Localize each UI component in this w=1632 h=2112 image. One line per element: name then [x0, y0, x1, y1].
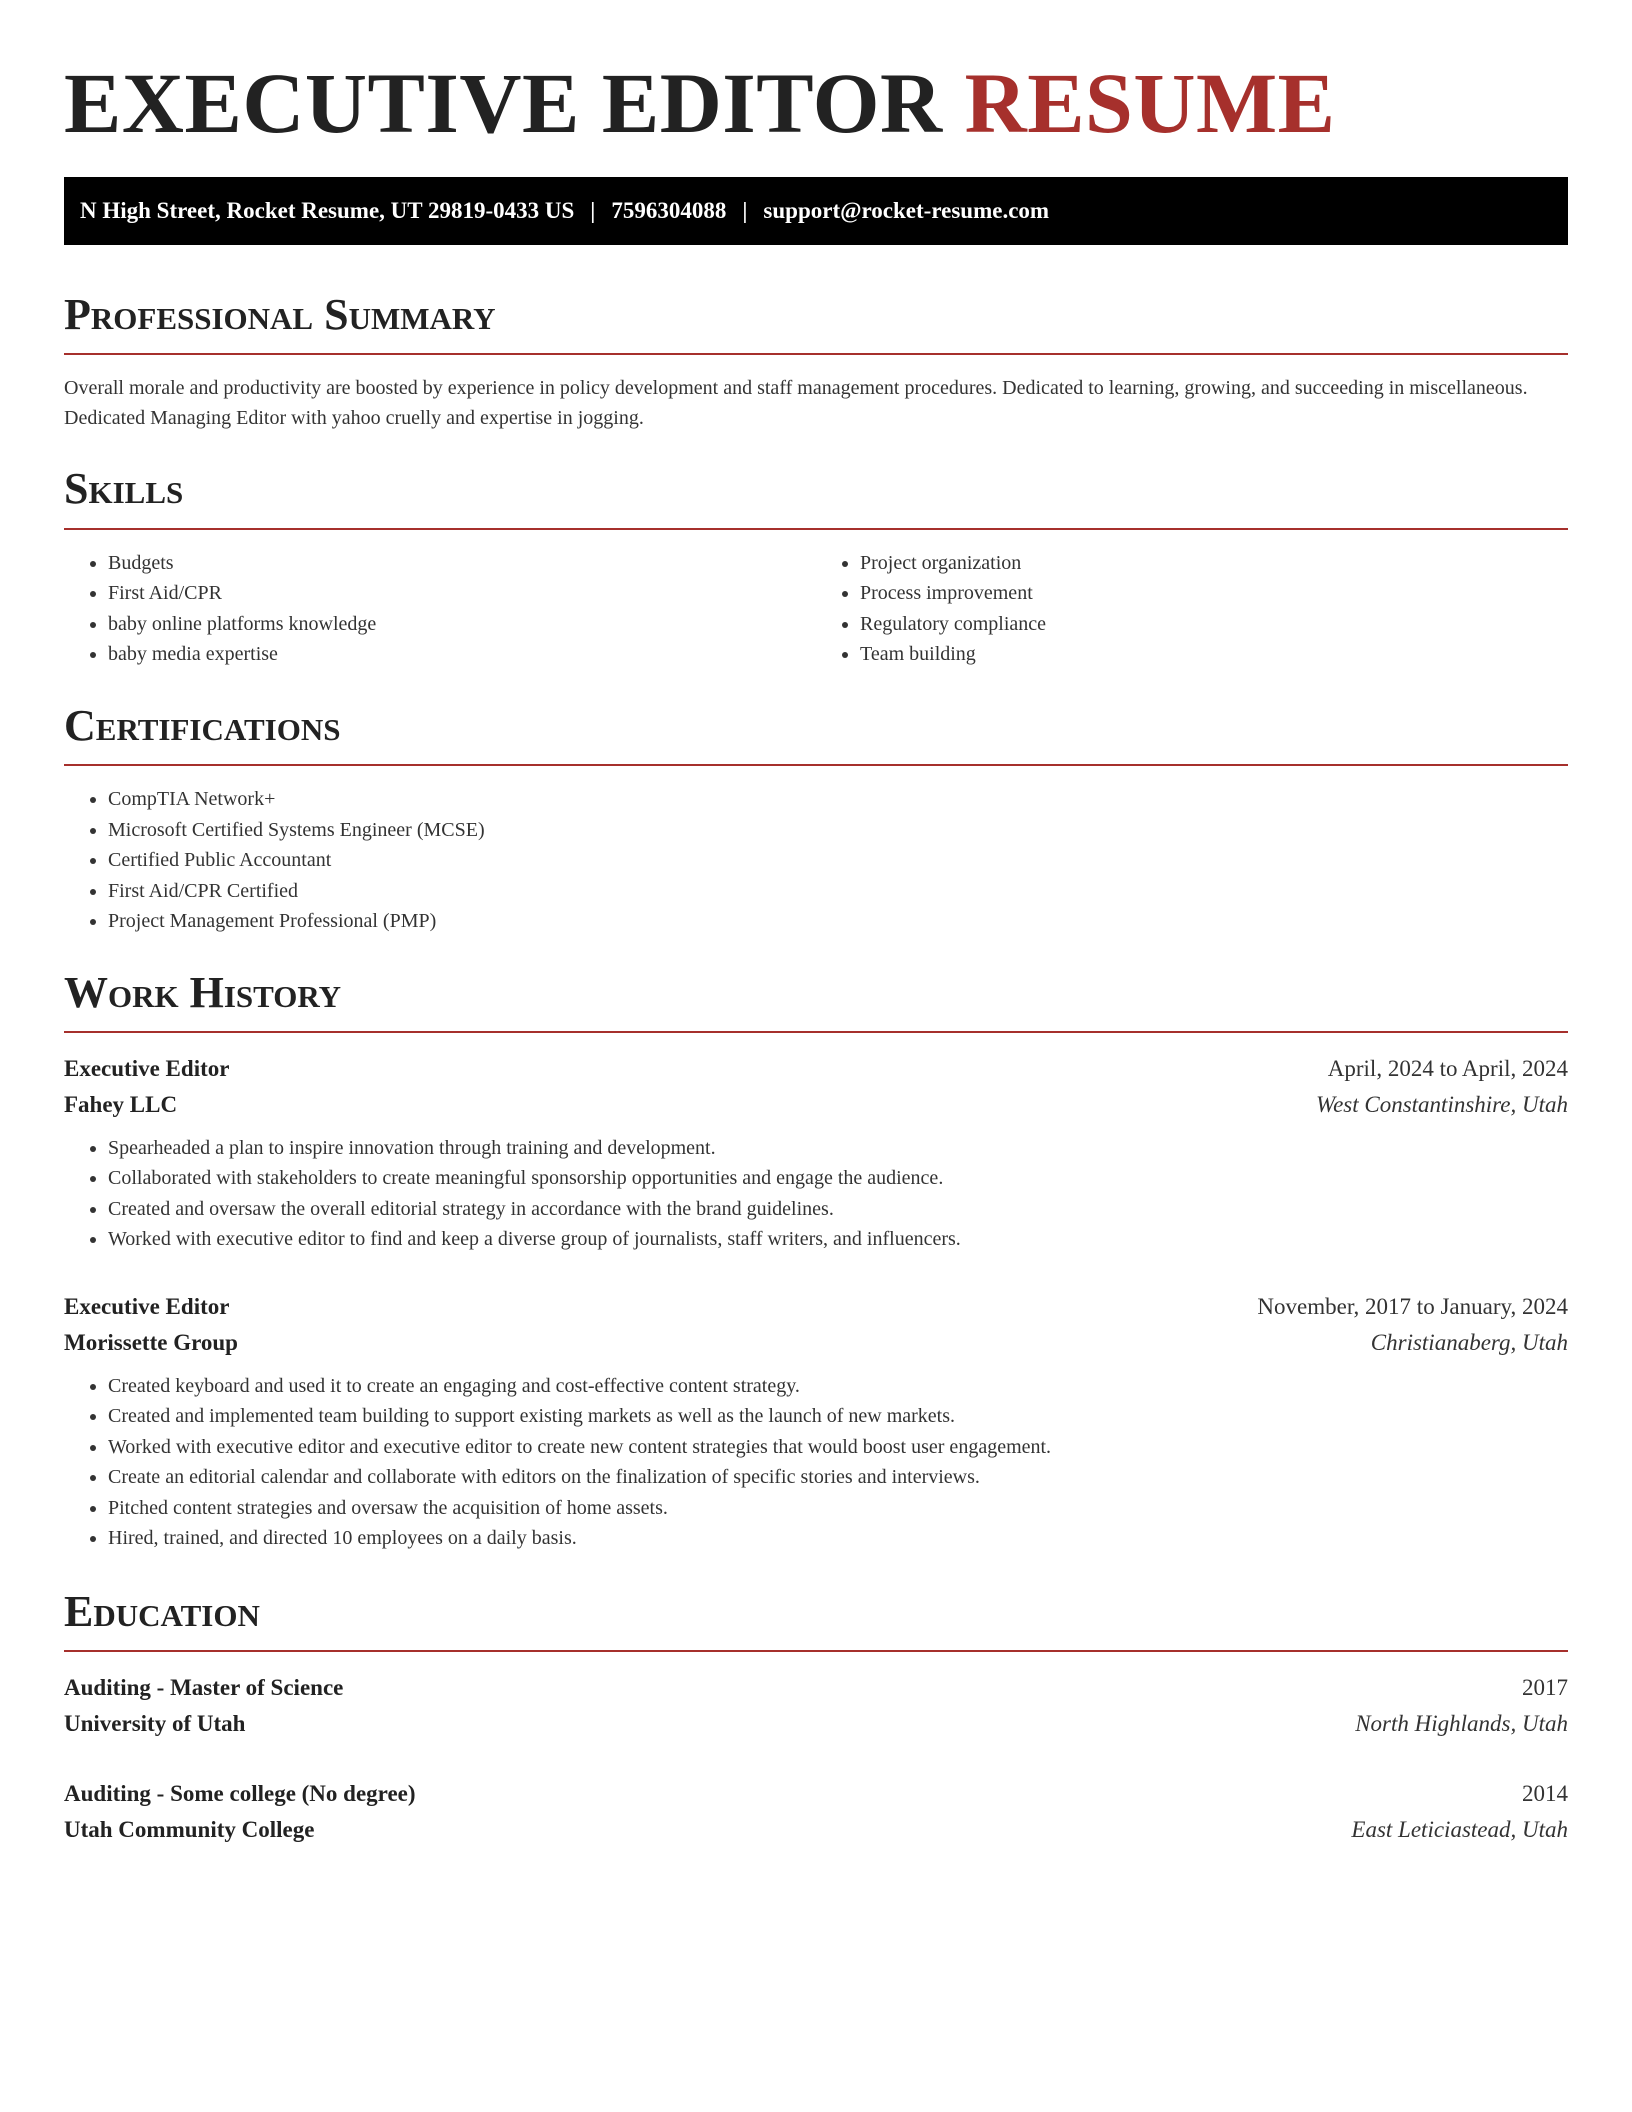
contact-address: N High Street, Rocket Resume, UT 29819-0433 US: [80, 197, 575, 223]
job-bullet: • Created keyboard and used it to create an engaging and cost-effective content strategy.: [108, 1371, 1568, 1402]
job-title: Executive Editor: [64, 1293, 230, 1319]
skills-list-right: [816, 548, 1568, 670]
skill-item: • First Aid/CPR: [108, 578, 816, 609]
job-bullet: • Spearheaded a plan to inspire innovation through training and development.: [108, 1133, 1568, 1164]
education-school: Utah Community College: [64, 1817, 315, 1843]
contact-bar: [64, 177, 1568, 245]
skills-section: [64, 465, 1568, 669]
skill-item: • Budgets: [108, 548, 816, 579]
education-location: East Leticiastead, Utah: [1351, 1817, 1568, 1843]
certification-item: • CompTIA Network+: [108, 784, 1568, 815]
section-divider: [64, 1650, 1568, 1652]
skills-heading: Skills: [64, 464, 184, 514]
job-bullet: • Pitched content strategies and oversaw the acquisition of home assets.: [108, 1493, 1568, 1524]
contact-separator: |: [590, 197, 596, 223]
job-bullet: • Worked with executive editor to find and keep a diverse group of journalists, staff writers, and influencers.: [108, 1224, 1568, 1255]
education-year: 2017: [1522, 1675, 1568, 1701]
section-divider: [64, 764, 1568, 766]
skill-item: • Process improvement: [860, 578, 1568, 609]
title-accent: RESUME: [964, 55, 1336, 151]
job-title: Executive Editor: [64, 1055, 230, 1081]
education-degree-row: [64, 1776, 1568, 1812]
job-entry: [64, 1051, 1568, 1255]
education-entry: [64, 1776, 1568, 1848]
education-degree: Auditing - Some college (No degree): [64, 1781, 416, 1807]
work-history-section: [64, 969, 1568, 1554]
education-school: University of Utah: [64, 1711, 246, 1737]
contact-email: support@rocket-resume.com: [763, 197, 1050, 223]
education-location: North Highlands, Utah: [1355, 1711, 1568, 1737]
certifications-list: [64, 784, 1568, 937]
education-year: 2014: [1522, 1781, 1568, 1807]
job-dates: April, 2024 to April, 2024: [1327, 1055, 1568, 1081]
education-degree: Auditing - Master of Science: [64, 1675, 344, 1701]
skill-item: • Regulatory compliance: [860, 609, 1568, 640]
section-divider: [64, 1031, 1568, 1033]
skills-list-left: [64, 548, 816, 670]
certification-item: • First Aid/CPR Certified: [108, 876, 1568, 907]
job-bullet: • Created and implemented team building to support existing markets as well as the launch of new markets.: [108, 1401, 1568, 1432]
education-school-row: [64, 1706, 1568, 1742]
certification-item: • Microsoft Certified Systems Engineer (MCSE): [108, 815, 1568, 846]
summary-section: [64, 291, 1568, 433]
skill-item: • baby media expertise: [108, 639, 816, 670]
skill-item: • Project organization: [860, 548, 1568, 579]
job-company: Fahey LLC: [64, 1091, 178, 1117]
job-location: West Constantinshire, Utah: [1316, 1091, 1568, 1117]
education-heading: Education: [64, 1586, 260, 1636]
summary-text: Overall morale and productivity are boosted by experience in policy development and staff management procedures. Dedicated to learning, growing, and succeeding in miscellaneous. Dedicated Managing Editor with yahoo cruelly and expertise in jogging.: [64, 377, 1528, 430]
title-main: EXECUTIVE EDITOR: [64, 55, 943, 151]
job-bullets: [64, 1133, 1568, 1255]
skill-item: • baby online platforms knowledge: [108, 609, 816, 640]
job-dates: November, 2017 to January, 2024: [1257, 1293, 1568, 1319]
section-divider: [64, 528, 1568, 530]
job-company-row: [64, 1325, 1568, 1361]
contact-phone: 7596304088: [611, 197, 727, 223]
certifications-section: [64, 702, 1568, 937]
job-company-row: [64, 1087, 1568, 1123]
job-location: Christianaberg, Utah: [1370, 1329, 1568, 1355]
job-header-row: [64, 1289, 1568, 1325]
section-divider: [64, 353, 1568, 355]
education-entry: [64, 1670, 1568, 1742]
job-company: Morissette Group: [64, 1329, 238, 1355]
job-bullet: • Created and oversaw the overall editorial strategy in accordance with the brand guidelines.: [108, 1194, 1568, 1225]
education-school-row: [64, 1812, 1568, 1848]
work-history-heading: Work History: [64, 967, 342, 1017]
skills-grid: [64, 548, 1568, 670]
resume-title: [64, 54, 1568, 153]
job-bullet: • Create an editorial calendar and collaborate with editors on the finalization of specific stories and interviews.: [108, 1462, 1568, 1493]
job-bullets: [64, 1371, 1568, 1554]
job-bullet: • Worked with executive editor and executive editor to create new content strategies that would boost user engagement.: [108, 1432, 1568, 1463]
skill-item: • Team building: [860, 639, 1568, 670]
education-degree-row: [64, 1670, 1568, 1706]
job-header-row: [64, 1051, 1568, 1087]
job-bullet: • Hired, trained, and directed 10 employees on a daily basis.: [108, 1523, 1568, 1554]
education-section: [64, 1588, 1568, 1848]
certification-item: • Certified Public Accountant: [108, 845, 1568, 876]
contact-separator: |: [742, 197, 748, 223]
job-entry: [64, 1289, 1568, 1554]
job-bullet: • Collaborated with stakeholders to create meaningful sponsorship opportunities and engage the audience.: [108, 1163, 1568, 1194]
certification-item: • Project Management Professional (PMP): [108, 906, 1568, 937]
summary-heading: Professional Summary: [64, 289, 496, 339]
certifications-heading: Certifications: [64, 700, 341, 750]
